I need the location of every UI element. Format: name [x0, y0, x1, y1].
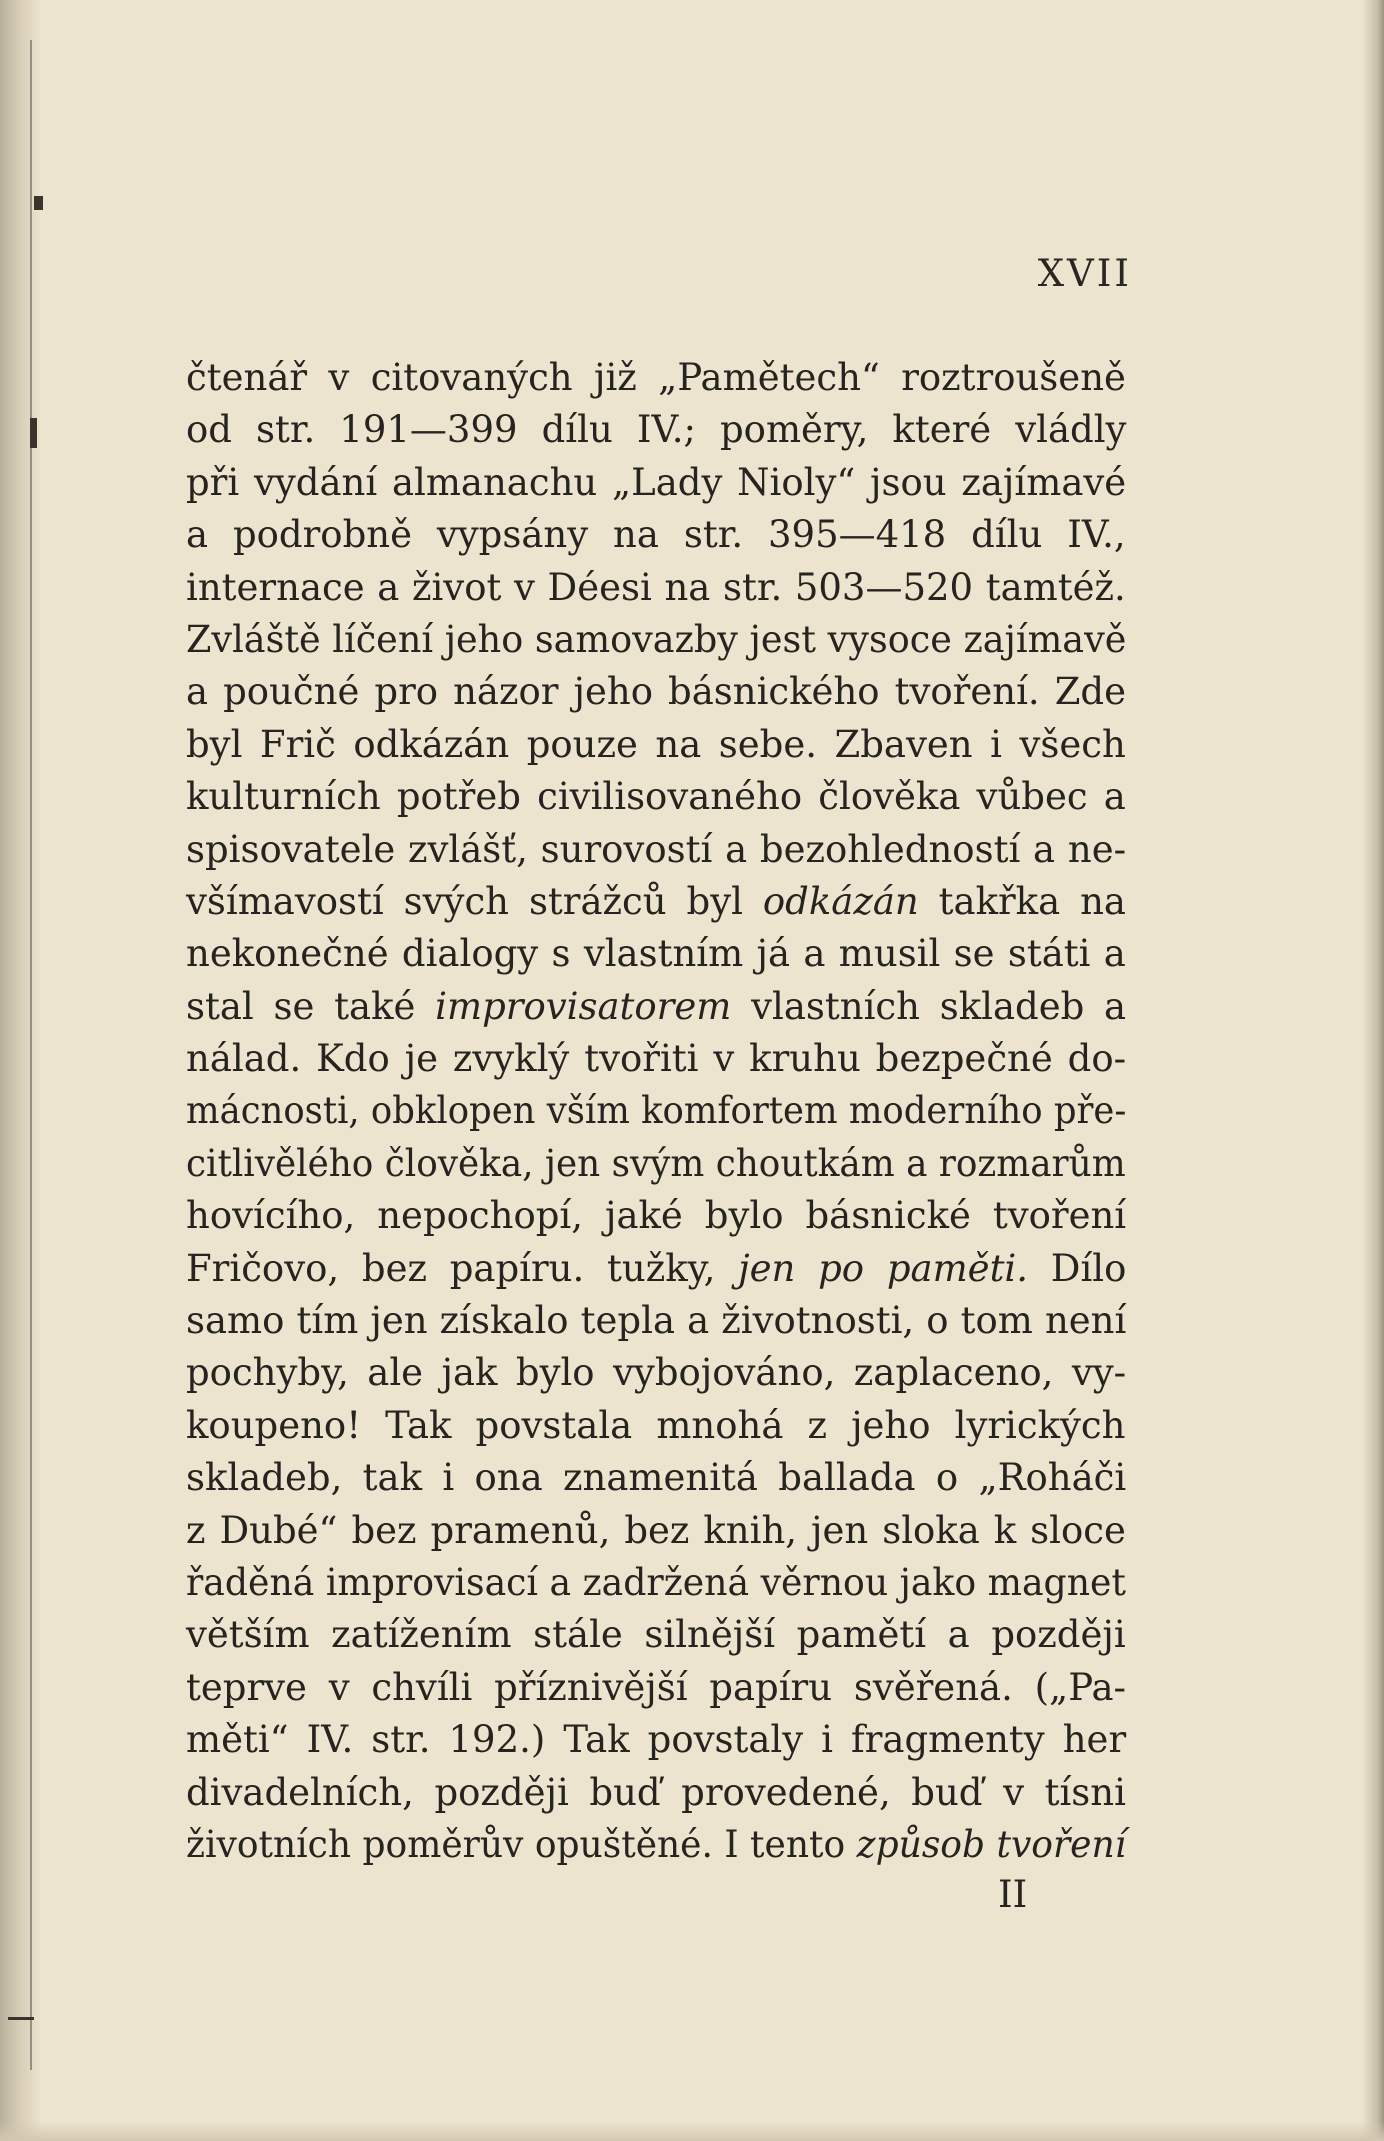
text-line [186, 876, 1126, 928]
text-line [186, 1243, 1126, 1295]
text-line [186, 771, 1126, 823]
text-line [186, 824, 1126, 876]
text-run: měti“ IV. str. 192.) Tak povstaly i fragmenty her [186, 1718, 1127, 1762]
text-run: samo tím jen získalo tepla a životnosti, o tom není [186, 1299, 1127, 1343]
gutter-shadow [0, 0, 42, 2141]
text-run: mácnosti, obklopen vším komfortem moderního pře- [186, 1089, 1127, 1133]
text-run: pochyby, ale jak bylo vybojováno, zaplaceno, vy- [186, 1351, 1127, 1395]
text-run: a poučné pro názor jeho básnického tvoření. Zde [186, 670, 1127, 714]
signature-mark: II [998, 1873, 1028, 1916]
text-run: Fričovo, bez papíru. tužky, [186, 1246, 739, 1290]
text-run: citlivělého člověka, jen svým choutkám a rozmarům [186, 1141, 1126, 1185]
text-line [186, 404, 1126, 456]
text-run: vlastních skladeb a [731, 984, 1127, 1028]
text-run: životních poměrův opuštěné. I tento [186, 1822, 857, 1866]
text-line [186, 928, 1126, 980]
text-run: kulturních potřeb civilisovaného člověka vůbec a [186, 775, 1126, 819]
text-run: byl Frič odkázán pouze na sebe. Zbaven i všech [186, 722, 1126, 766]
page-number: XVII [1037, 252, 1132, 295]
text-run: spisovatele zvlášť, surovostí a bezohledností a ne- [186, 827, 1127, 871]
text-line [186, 1400, 1126, 1452]
binding-mark [8, 2017, 34, 2020]
text-line [186, 1452, 1126, 1504]
text-line [186, 457, 1126, 509]
italic-text: improvisatorem [435, 984, 732, 1028]
text-run: a podrobně vypsány na str. 395—418 dílu IV., [186, 513, 1126, 557]
text-line [186, 1085, 1126, 1137]
text-line [186, 666, 1126, 718]
text-line [186, 1295, 1126, 1347]
binding-edge-line [30, 40, 32, 2070]
text-line [186, 1557, 1126, 1609]
text-run: při vydání almanachu „Lady Nioly“ jsou zajímavé [186, 460, 1127, 504]
text-line [186, 719, 1126, 771]
text-line [186, 509, 1126, 561]
text-run: čtenář v citovaných již „Pamětech“ roztroušeně [186, 356, 1126, 399]
text-run: řaděná improvisací a zadržená věrnou jako magnet [186, 1560, 1126, 1604]
text-line [186, 981, 1126, 1033]
text-line [186, 1033, 1126, 1085]
text-line [186, 1138, 1126, 1190]
text-line [186, 1662, 1126, 1714]
text-run: divadelních, později buď provedené, buď v tísni [186, 1770, 1126, 1814]
text-run: takřka na [918, 879, 1126, 923]
text-run: Dílo [1028, 1246, 1127, 1290]
text-line [186, 614, 1126, 666]
text-run: od str. 191—399 dílu IV.; poměry, které vládly [186, 408, 1127, 452]
text-line [186, 1190, 1126, 1242]
text-line [186, 1347, 1126, 1399]
text-run: teprve v chvíli příznivější papíru svěřená. („Pa- [186, 1665, 1127, 1709]
text-run: koupeno! Tak povstala mnohá z jeho lyrických [186, 1403, 1126, 1447]
page-edge-shadow [1362, 0, 1384, 2141]
italic-text: odkázán [762, 879, 919, 923]
page-bottom-shadow [0, 2121, 1384, 2141]
binding-mark [34, 196, 43, 210]
text-line [186, 1609, 1126, 1661]
text-run: stal se také [186, 984, 436, 1028]
text-run: nekonečné dialogy s vlastním já a musil se státi a [186, 932, 1126, 976]
text-run: Zvláště líčení jeho samovazby jest vysoce zajímavě [186, 617, 1127, 661]
text-run: hovícího, nepochopí, jaké bylo básnické tvoření [186, 1194, 1127, 1238]
text-run: internace a život v Déesi na str. 503—520 tamtéž. [186, 565, 1126, 609]
text-run: větším zatížením stále silnější pamětí a později [186, 1613, 1126, 1657]
text-line [186, 1505, 1126, 1557]
italic-text: způsob tvoření [856, 1822, 1127, 1866]
text-run: skladeb, tak i ona znamenitá ballada o „Roháči [186, 1456, 1127, 1500]
italic-text: jen po paměti. [738, 1246, 1029, 1290]
text-line [186, 1819, 1126, 1871]
text-run: nálad. Kdo je zvyklý tvořiti v kruhu bezpečné do- [186, 1037, 1127, 1081]
text-run: z Dubé“ bez pramenů, bez knih, jen sloka k sloce [186, 1508, 1126, 1552]
text-line [186, 1767, 1126, 1819]
text-line [186, 562, 1126, 614]
text-line [186, 1714, 1126, 1766]
text-run: všímavostí svých strážců byl [186, 879, 763, 923]
body-text [186, 352, 1126, 1871]
text-line [186, 352, 1126, 404]
binding-mark [30, 418, 37, 448]
